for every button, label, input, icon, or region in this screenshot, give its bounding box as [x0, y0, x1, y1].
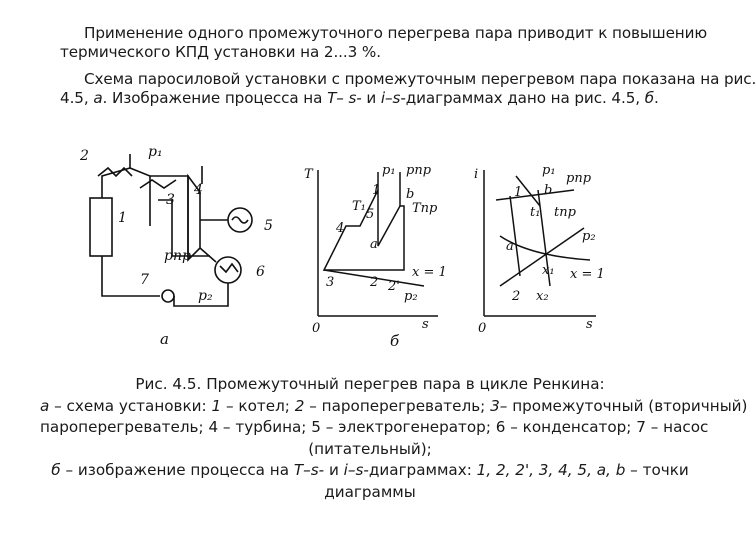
condenser-coil [220, 264, 238, 272]
is-label: tпр [554, 205, 576, 220]
is-label: 1 [514, 185, 523, 200]
ts-label: x = 1 [412, 265, 447, 280]
caption-line-2 [40, 396, 748, 418]
is-label: p₂ [582, 229, 596, 244]
is-axis-x-label: s [586, 317, 593, 332]
ts-caption-letter: б [390, 332, 400, 350]
text-fragment: – пароперегреватель; [304, 396, 491, 415]
scheme-line-2 [60, 89, 700, 108]
plant-scheme [90, 154, 252, 306]
ts-labels [304, 163, 447, 350]
ts-label: 4 [336, 221, 345, 236]
figure-caption [40, 374, 748, 503]
scheme-label: 5 [264, 218, 273, 234]
generator-wave [232, 217, 248, 223]
caption-line-4: (питательный); [308, 439, 432, 458]
text-fragment: б [644, 89, 654, 107]
exhaust-line [200, 248, 216, 262]
caption-title: Рис. 4.5. Промежуточный перегрев пара в цикле Ренкина: [135, 375, 605, 393]
figure-4-5 [60, 136, 700, 356]
ts-label: p₁ [382, 163, 396, 178]
ts-origin-label: 0 [312, 321, 321, 336]
text-fragment: а [40, 396, 50, 415]
text-fragment: 2 [294, 396, 305, 415]
ts-label: pпр [406, 163, 432, 178]
text-fragment: – точки [625, 461, 689, 479]
is-label: t₁ [530, 205, 541, 220]
text-fragment: диаграммах дано на рис. 4.5, [405, 89, 645, 107]
is-label: 2 [512, 289, 521, 304]
is-origin-label: 0 [478, 321, 487, 336]
text-fragment: 4.5, [60, 89, 94, 107]
is-label: pпр [566, 171, 592, 186]
caption-line-5 [40, 460, 700, 482]
feed-line [102, 256, 160, 296]
is-labels [474, 163, 605, 336]
text-fragment: T–s- [293, 461, 325, 479]
scheme-label: 7 [140, 272, 149, 288]
boiler-box [90, 198, 112, 256]
scheme-caption-letter: а [160, 330, 169, 348]
caption-line-3: пароперегреватель; 4 – турбина; 5 – электрогенератор; 6 – конденсатор; 7 – насос [40, 418, 709, 436]
text-fragment: а [93, 89, 103, 107]
ts-label: T₁ [352, 199, 366, 214]
ts-label: a [370, 237, 378, 252]
intro-line-1: Применение одного промежуточного перегрева пара приводит к повышению [84, 24, 708, 42]
scheme-label: 3 [166, 192, 175, 208]
text-fragment: i–s- [380, 89, 406, 107]
scheme-label: p₂ [198, 288, 213, 304]
ts-label: 3 [326, 275, 335, 290]
scheme-label: 6 [256, 264, 265, 280]
ts-label: p₂ [404, 289, 418, 304]
ts-axis-y-label: T [304, 167, 313, 182]
text-fragment: . [654, 89, 659, 107]
is-label: b [544, 183, 553, 198]
ts-label: b [406, 187, 415, 202]
ts-label: 5 [366, 207, 375, 222]
pump [162, 290, 174, 302]
text-fragment: 1 [211, 396, 222, 415]
text-fragment: 3 [490, 396, 500, 415]
scheme-label: p₁ [148, 144, 163, 160]
hp-line [150, 176, 188, 256]
scheme-paragraph [60, 70, 756, 108]
ts-label: 2' [388, 279, 400, 294]
scheme-label: 2 [80, 148, 89, 164]
caption-line-6: диаграммы [324, 482, 416, 501]
text-fragment: – котел; [221, 396, 295, 415]
scheme-label: 1 [118, 210, 127, 226]
intro-paragraph [60, 24, 708, 62]
reheater-coil [140, 180, 176, 188]
text-fragment: – изображение процесса на [60, 461, 294, 479]
is-label: a [506, 239, 514, 254]
scheme-line-1: Схема паросиловой установки с промежуточным перегревом пара показана на рис. [84, 70, 756, 88]
is-axis-y-label: i [474, 167, 479, 182]
text-fragment: и [324, 461, 344, 479]
text-fragment: – промежуточный (вторичный) [499, 396, 748, 415]
ts-label: 2 [370, 275, 379, 290]
is-label: x₁ [542, 263, 555, 278]
is-label: x = 1 [570, 267, 605, 282]
text-fragment: и [361, 89, 381, 107]
text-fragment: . Изображение процесса на [102, 89, 328, 107]
ts-label: Tпр [412, 201, 438, 216]
text-fragment: i–s- [343, 461, 369, 479]
ts-axis-x-label: s [422, 317, 429, 332]
is-expansion-1 [510, 196, 520, 276]
text-fragment: – схема установки: [49, 396, 212, 415]
ts-label: 1 [372, 183, 381, 198]
is-label: x₂ [536, 289, 549, 304]
is-label: p₁ [542, 163, 556, 178]
scheme-label: pпр [164, 248, 191, 264]
is-isotherm [496, 190, 574, 200]
scheme-label: 4 [194, 182, 203, 198]
text-fragment: диаграммах: [368, 461, 477, 479]
text-fragment: T– s- [327, 89, 362, 107]
figure-drawing [60, 136, 700, 356]
text-fragment: б [51, 461, 61, 479]
text-fragment: 1, 2, 2', 3, 4, 5, a, b [476, 461, 626, 479]
intro-line-2: термического КПД установки на 2...3 %. [60, 43, 381, 61]
